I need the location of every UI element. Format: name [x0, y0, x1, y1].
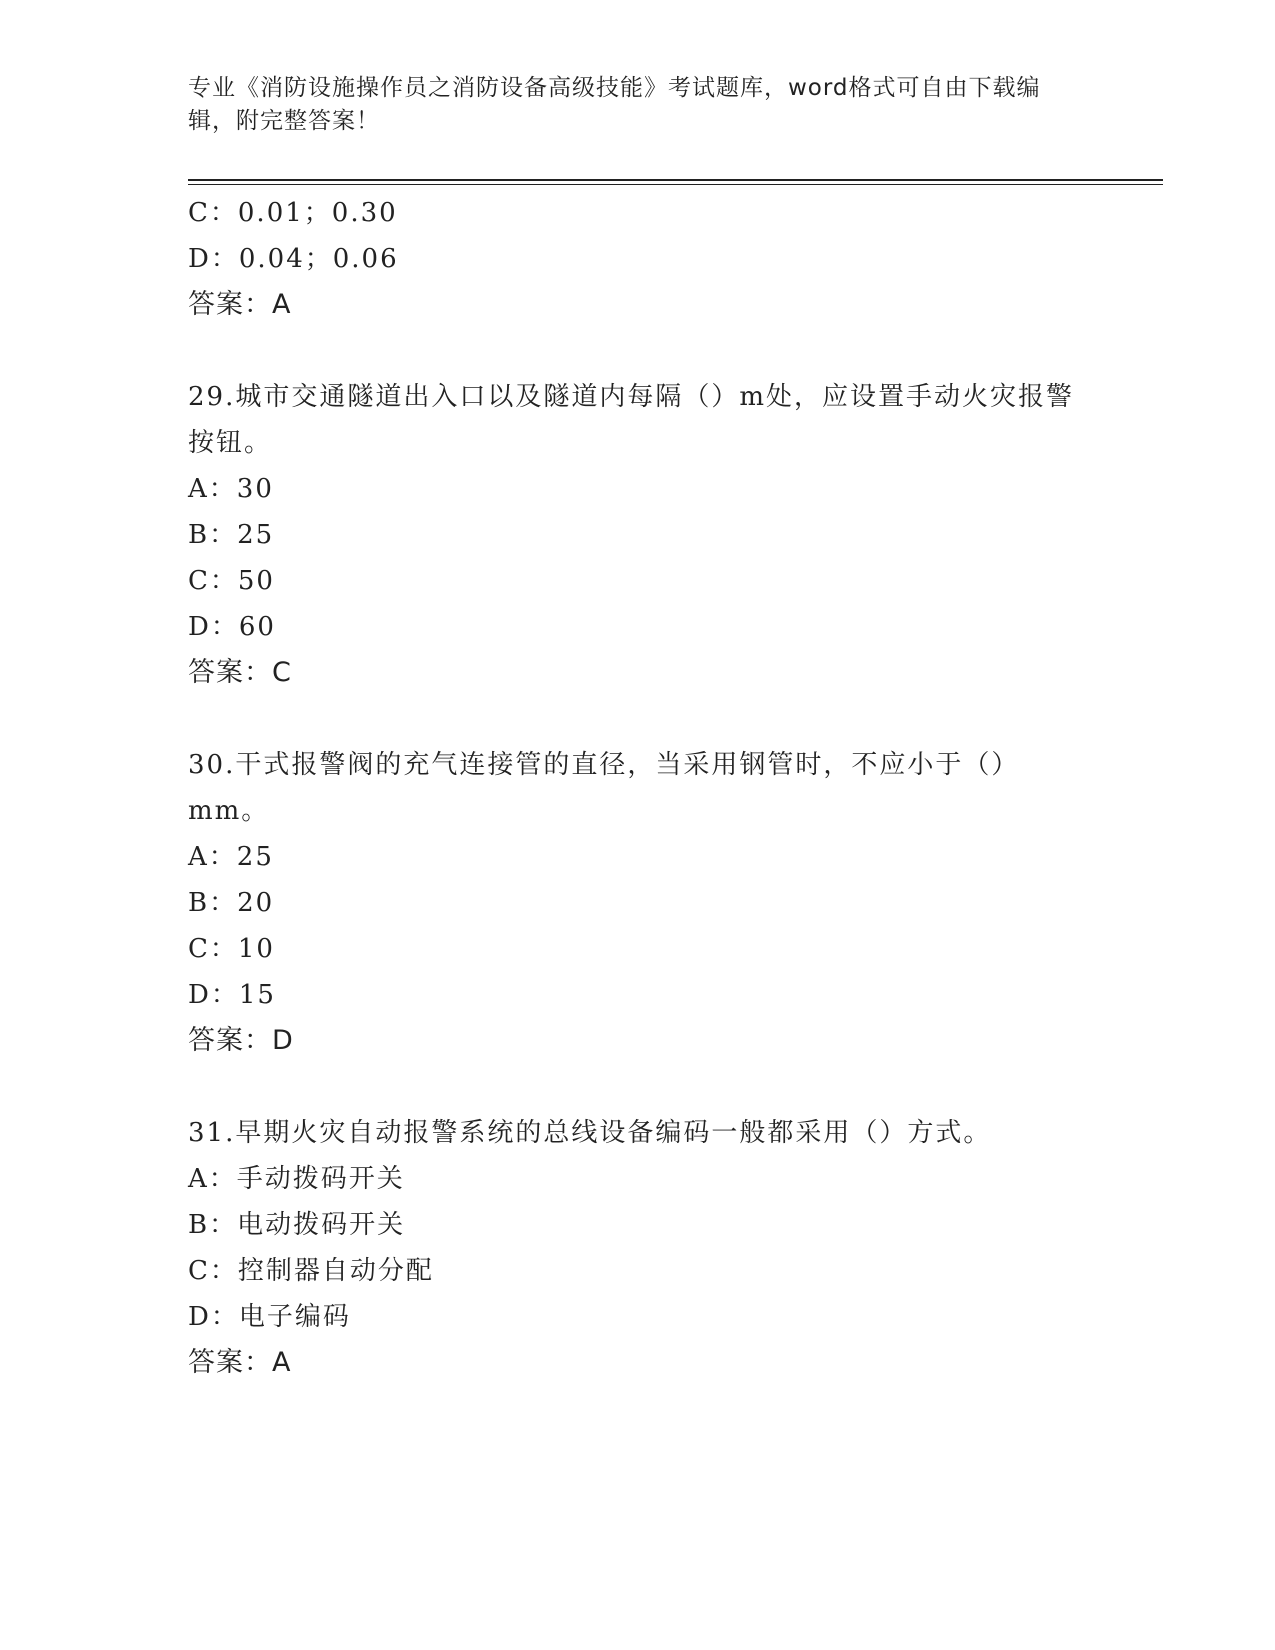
question-31 — [188, 1110, 1088, 1386]
document-header — [188, 72, 1078, 138]
header-text: 专业《消防设施操作员之消防设备高级技能》考试题库，word格式可自由下载编辑，附完整答案！ — [188, 75, 1041, 134]
option-c: C：0.01；0.30 — [188, 198, 398, 228]
option-d: D：60 — [188, 612, 276, 642]
answer-line: 答案：A — [188, 1347, 292, 1378]
header-divider — [188, 179, 1163, 181]
option-c: C：控制器自动分配 — [188, 1256, 434, 1286]
question-text: 31.早期火灾自动报警系统的总线设备编码一般都采用（）方式。 — [188, 1118, 992, 1148]
header-divider-thin — [188, 184, 1163, 185]
option-d: D：电子编码 — [188, 1302, 351, 1332]
question-list — [188, 190, 1088, 1386]
option-b: B：25 — [188, 520, 275, 550]
answer-line: 答案：C — [188, 657, 292, 688]
question-28-continued — [188, 190, 1088, 328]
option-a: A：手动拨码开关 — [188, 1164, 405, 1194]
question-text: 30.干式报警阀的充气连接管的直径，当采用钢管时，不应小于（）mm。 — [188, 750, 1020, 826]
option-c: C：10 — [188, 934, 275, 964]
question-29 — [188, 374, 1088, 696]
question-30 — [188, 742, 1088, 1064]
question-text: 29.城市交通隧道出入口以及隧道内每隔（）m处，应设置手动火灾报警按钮。 — [188, 382, 1075, 458]
option-a: A：25 — [188, 842, 274, 872]
answer-line: 答案：D — [188, 1025, 294, 1056]
answer-line: 答案：A — [188, 289, 292, 320]
option-b: B：电动拨码开关 — [188, 1210, 406, 1240]
option-b: B：20 — [188, 888, 275, 918]
option-a: A：30 — [188, 474, 274, 504]
option-c: C：50 — [188, 566, 275, 596]
option-d: D：0.04；0.06 — [188, 244, 399, 274]
option-d: D：15 — [188, 980, 276, 1010]
